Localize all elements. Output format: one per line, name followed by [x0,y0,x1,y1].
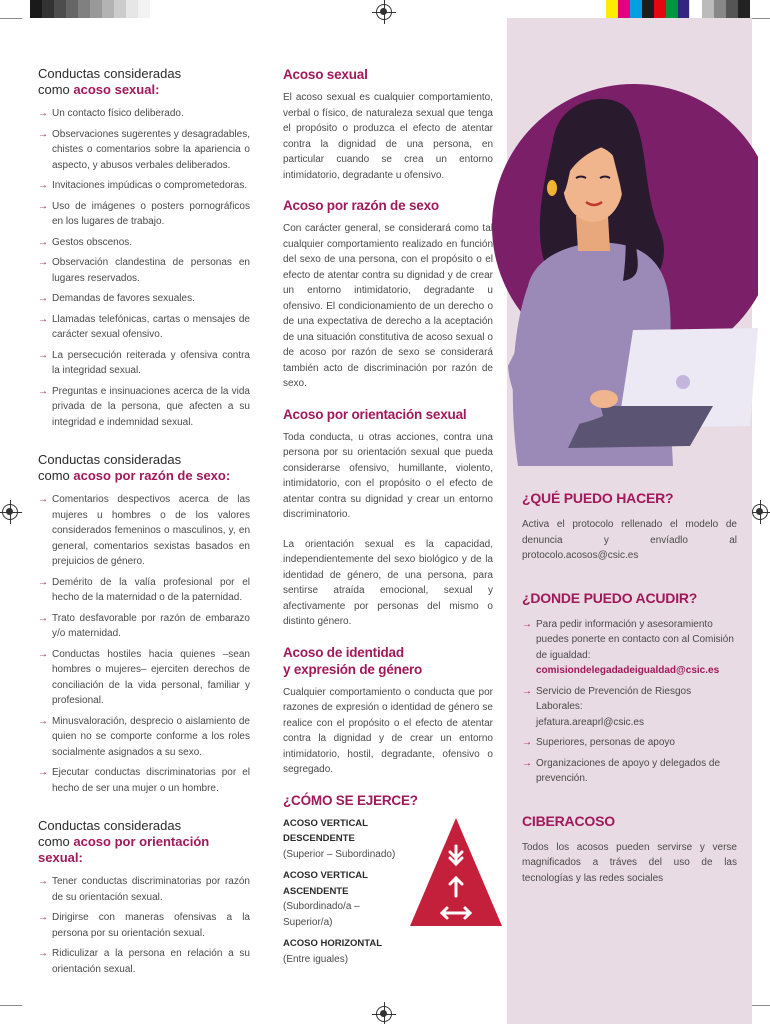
list-item: → Dirigirse con maneras ofensivas a la persona por su orientación sexual. [38,912,250,939]
arrow-right-icon: → [38,648,48,660]
color-bar-right [606,0,750,18]
hand [590,390,618,408]
section-title: Acoso de identidad y expresión de género [283,644,423,677]
como-se-ejerce [283,792,493,974]
arrow-right-icon: → [38,494,48,505]
list-item: → Ridiculizar a la persona en relación a su orientación sexual. [38,948,250,975]
earring [547,180,557,196]
section-body: Con carácter general, se considerará como tal cualquier comportamiento realizado en función del sexo de una persona, con el propósito o el efecto de atentar contra su dignidad y de crear un entorno intimidatorio, degradante u ofensivo. El condicionamiento de un derecho o de una expectativa de derecho a la aceptación de una situación constitutiva de acoso sexual o de acoso por razón de sexo se considerará también acto de discriminación por razón de sexo. [283,223,493,389]
arrow-right-icon: → [522,757,532,769]
section-heading: Conductas consideradas como acoso sexual: [38,66,182,97]
definition-orientacion [283,406,493,630]
list-item: → Demandas de favores sexuales. [38,291,250,307]
list-item: → Servicio de Prevención de Riesgos Laborales: jefatura.areaprl@csic.es [522,685,692,728]
list-item: → Minusvaloración, desprecio o aislamiento de quien no se comporte conforme a los roles socialmente asignados a su sexo. [38,715,250,758]
arrow-right-icon: → [38,767,48,778]
section-title: ¿DONDE PUEDO ACUDIR? [522,589,698,606]
list-item: → Observación clandestina de personas en lugares reservados. [38,257,250,284]
conduct-list [38,492,250,796]
list-item: → Superiores, personas de apoyo [522,735,737,751]
laptop-logo [676,375,690,389]
registration-mark-right [752,504,768,520]
arrow-right-icon: → [38,876,48,887]
crop-mark [0,18,22,19]
list-item: → Gestos obscenos. [38,235,250,251]
woman-laptop-illustration [458,66,758,466]
arrow-right-icon: → [38,612,48,624]
section-body: La orientación sexual es la capacidad, independientemente del sexo biológico y de la identidad de género, de una persona, para sentirse atraída emocional, sexual y afectivamente por personas del mismo o distinto género. [283,538,493,627]
list-item: → Un contacto físico deliberado. [38,106,250,122]
definition-identidad [283,644,493,778]
arrow-right-icon: → [38,257,48,268]
list-item: → Para pedir información y asesoramiento puedes ponerte en contacto con al Comisión de igualdad: comisiondelegadadeigualdad@csic.es [522,618,734,676]
section-body: Todos los acosos pueden servirse y verse magnificados a tráves del uso de las tecnologías y las redes sociales [522,841,737,884]
conduct-list [38,874,250,977]
section-body: Cualquier comportamiento o conducta que por razones de expresión o identidad de género se realice con el propósito o el efecto de atentar contra la dignidad y de crear un entorno intimidatorio, hostil, degradante, ofensivo o segregado. [283,686,493,775]
registration-mark-bottom [376,1006,392,1022]
list-item: → Conductas hostiles hacia quienes –sean hombres o mujeres– ejerciten derechos de conciliación de la vida personal, familiar y profesional. [38,648,250,706]
conduct-list [38,106,250,430]
list-item: ACOSO VERTICAL ASCENDENTE (Subordinado/a – Superior/a) [283,870,368,928]
column-definiciones [283,66,493,983]
section-title: ¿CÓMO SE EJERCE? [283,792,418,808]
list-item: ACOSO HORIZONTAL (Entre iguales) [283,938,383,965]
list-item: → Demérito de la valía profesional por el hecho de la maternidad o de la paternidad. [38,576,250,603]
section-heading: Conductas consideradas como acoso por razón de sexo: [38,452,231,483]
arrow-right-icon: → [38,313,48,325]
section-title: ¿QUÉ PUEDO HACER? [522,490,674,506]
section-body: El acoso sexual es cualquier comportamiento, verbal o físico, de naturaleza sexual que tenga el propósito o produzca el efecto de atentar contra la dignidad de una persona, en particular cuando se crea un entorno intimidatorio, degradante u ofensivo. [283,92,493,181]
list-item: → La persecución reiterada y ofensiva contra la integridad sexual. [38,349,250,376]
crop-mark [752,18,770,19]
section-heading: Conductas consideradas como acoso por orientación sexual: [38,818,210,865]
list-item: → Ejecutar conductas discriminatorias por el hecho de ser una mujer o un hombre. [38,767,250,794]
hierarchy-triangle [408,816,493,928]
email-link[interactable]: jefatura.areaprl@csic.es [536,716,644,728]
conductas-razon-sexo [38,452,250,796]
arrow-right-icon: → [38,293,48,304]
arrow-right-icon: → [38,200,48,212]
arrow-right-icon: → [38,715,48,727]
section-title: Acoso sexual [283,67,368,82]
arrow-right-icon: → [38,576,48,588]
arrow-right-icon: → [38,128,48,140]
list-item: → Preguntas e insinuaciones acerca de la vida privada de la persona, que afecten a su integridad e indemnidad sexual. [38,385,250,428]
color-bar-left [30,0,150,18]
section-body: Toda conducta, u otras acciones, contra una persona por su orientación sexual que pueda considerarse ofensivo, humillante, violento, intimidatorio, con el propósito o el efecto de atentar contra su dignidad y crear un entorno discriminatorio. [283,431,493,520]
arrow-right-icon: → [522,737,532,748]
list-item: → Observaciones sugerentes y desagradables, chistes o comentarios sobre la apariencia o aspecto, y abusos verbales deliberados. [38,128,250,171]
ciberacoso [522,813,737,887]
crop-mark [752,1005,770,1006]
list-item: → Organizaciones de apoyo y delegados de prevención. [522,757,721,784]
crop-mark [0,1005,22,1006]
section-title: Acoso por razón de sexo [283,198,439,213]
section-body: Activa el protocolo rellenado el modelo de denuncia y envíadlo al protocolo.acosos@csic.es [522,519,737,561]
definition-acoso-sexual [283,66,493,183]
section-title: Acoso por orientación sexual [283,406,467,422]
arrow-right-icon: → [38,349,48,361]
triangle-shape [410,818,502,926]
list-item: → Uso de imágenes o posters pornográficos en los lugares de trabajo. [38,200,250,227]
donde-puedo-acudir [522,590,737,787]
list-item: → Invitaciones impúdicas o comprometedoras. [38,178,250,194]
list-item: ACOSO VERTICAL DESCENDENTE (Superior – Subordinado) [283,817,396,860]
ejerce-list [283,816,408,974]
column-ayuda [522,490,737,912]
list-item: → Comentarios despectivos acerca de las mujeres u hombres o de los valores considerados femeninos o masculinos, y, en general, comentarios sexistas basados en prejuicios de género. [38,494,250,567]
email-link[interactable]: comisiondelegadadeigualdad@csic.es [536,665,720,676]
que-puedo-hacer [522,490,737,564]
resource-list [522,617,737,787]
registration-mark-top [376,4,392,20]
arrow-right-icon: → [522,618,532,630]
list-item: → Llamadas telefónicas, cartas o mensajes de carácter sexual ofensivo. [38,313,250,340]
arrow-right-icon: → [38,180,48,191]
list-item: → Tener conductas discriminatorias por razón de su orientación sexual. [38,876,250,903]
arrow-right-icon: → [38,385,48,397]
section-title: CIBERACOSO [522,812,615,829]
arrow-right-icon: → [522,685,532,697]
arrow-right-icon: → [38,108,48,119]
definition-razon-sexo [283,197,493,392]
registration-mark-left [2,504,18,520]
arrow-right-icon: → [38,948,48,959]
arrow-right-icon: → [38,236,48,248]
conductas-orientacion-sexual [38,818,250,977]
arrow-right-icon: → [38,912,48,923]
list-item: → Trato desfavorable por razón de embarazo y/o maternidad. [38,612,250,639]
column-conductas [38,66,250,999]
conductas-acoso-sexual [38,66,250,430]
